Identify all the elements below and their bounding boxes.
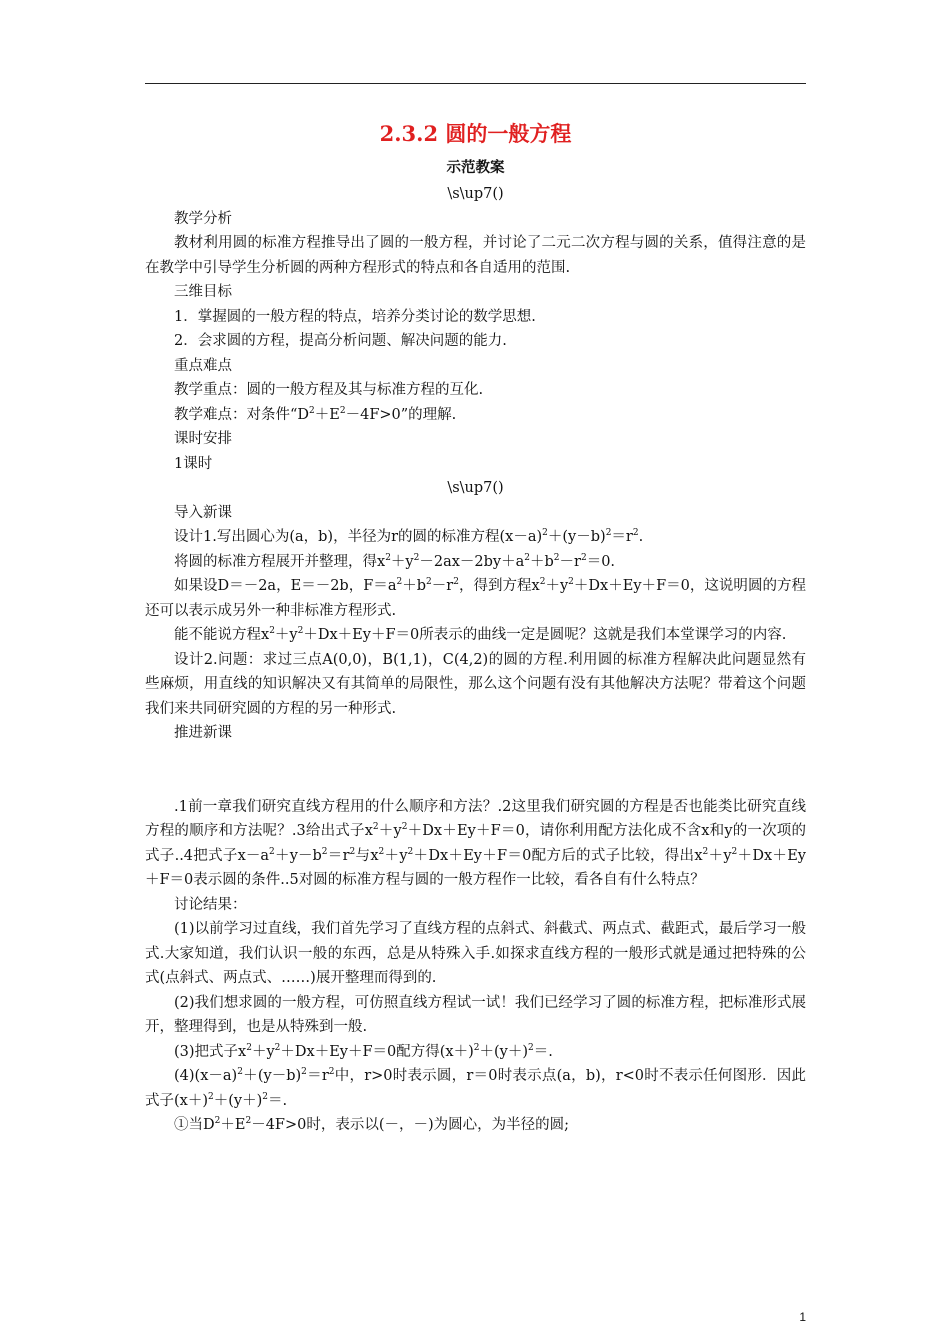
paragraph-design-2: 设计2.问题：求过三点A(0,0)，B(1,1)，C(4,2)的圆的方程.利用圆的标准方程解决此问题显然有些麻烦，用直线的知识解决又有其简单的局限性，那么这个问题有没有其他解决方法呢？带着这个问题我们来共同研究圆的方程的另一种形式. xyxy=(145,651,806,717)
heading-schedule: 课时安排 xyxy=(174,431,232,447)
paragraph-key-point: 教学重点：圆的一般方程及其与标准方程的互化. xyxy=(174,382,484,398)
paragraph-substitution: 如果设D＝－2a，E＝－2b，$F=a^2+b^2-r^2$，得到方程$x^2+y^2+Dx+Ey+F=0$，这说明圆的方程还可以表示成另外一种非标准方程形式. xyxy=(145,577,806,619)
objective-item: 2．会求圆的方程，提高分析问题、解决问题的能力. xyxy=(174,333,507,349)
paragraph-expand: 将圆的标准方程展开并整理，得$x^2+y^2-2ax-2by+a^2+b^2-r^2=0$. xyxy=(174,552,616,570)
paragraph-schedule: 1课时 xyxy=(174,455,213,472)
result-item-5: ①当$D^2+E^2-4F>0$时，表示以(－，－)为圆心，为半径的圆; xyxy=(174,1116,570,1133)
document-page xyxy=(145,118,806,1138)
result-item-2: (2)我们想求圆的一般方程，可仿照直线方程试一试！我们已经学习了圆的标准方程，把标准形式展开，整理得到，也是从特殊到一般. xyxy=(145,994,806,1035)
heading-key-points: 重点难点 xyxy=(174,357,232,374)
header-rule xyxy=(145,83,806,84)
heading-new-lesson: 推进新课 xyxy=(174,725,232,741)
result-item-1: (1)以前学习过直线，我们首先学习了直线方程的点斜式、斜截式、两点式、截距式，最后学习一般式.大家知道，我们认识一般的东西，总是从特殊入手.如探求直线方程的一般形式就是通过把特殊的公式(点斜式、两点式、……)展开整理而得到的. xyxy=(145,921,806,986)
heading-intro: 导入新课 xyxy=(174,504,232,521)
section-marker: \s\up7() xyxy=(447,186,504,202)
paragraph-teaching-analysis: 教材利用圆的标准方程推导出了圆的一般方程，并讨论了二元二次方程与圆的关系，值得注意的是在教学中引导学生分析圆的两种方程形式的特点和各自适用的范围. xyxy=(145,235,806,276)
paragraph-difficulty: 教学难点：对条件“$D^2+E^2-4F>0$”的理解. xyxy=(174,405,457,423)
heading-objectives: 三维目标 xyxy=(174,284,232,300)
page-title: 2.3.2 圆的一般方程 xyxy=(379,121,572,146)
spacer xyxy=(145,746,806,795)
heading-results: 讨论结果： xyxy=(174,896,247,913)
paragraph-questions: .1前一章我们研究直线方程用的什么顺序和方法？.2这里我们研究圆的方程是否也能类比研究直线方程的顺序和方法呢？.3给出式子$x^2+y^2+Dx+Ey+F=0$，请你利用配方法化成不含x和y的一次项的式子..4把式子$x-a^2+y-b^2=r^2$与$x^2+y^2+Dx+Ey+F=0$配方后的式子比较，得出$x^2+y^2+Dx+Ey+F=0$表示圆的条件..5对圆的标准方程与圆的一般方程作一比较，看各自有什么特点？ xyxy=(145,798,806,888)
result-item-3: (3)把式子$x^2+y^2+Dx+Ey+F=0$配方得$(x+)^2+(y+)^2=$. xyxy=(174,1042,553,1060)
heading-teaching-analysis: 教学分析 xyxy=(174,210,232,227)
objective-item: 1．掌握圆的一般方程的特点，培养分类讨论的数学思想. xyxy=(174,308,536,325)
section-marker: \s\up7() xyxy=(447,480,504,496)
page-number: 1 xyxy=(799,1310,806,1324)
page-subtitle: 示范教案 xyxy=(446,159,505,176)
paragraph-question: 能不能说方程$x^2+y^2+Dx+Ey+F=0$所表示的曲线一定是圆呢？这就是我们本堂课学习的内容. xyxy=(174,626,787,643)
paragraph-design-1: 设计1.写出圆心为(a，b)，半径为r的圆的标准方程$(x-a)^2+(y-b)^2=r^2$. xyxy=(174,528,644,545)
result-item-4: $(4)(x-a)^2+(y-b)^2=r^2$中，r>0时表示圆，r＝0时表示点(a，b)，r<0时不表示任何图形．因此式子$(x+)^2+(y+)^2=$. xyxy=(145,1067,806,1109)
